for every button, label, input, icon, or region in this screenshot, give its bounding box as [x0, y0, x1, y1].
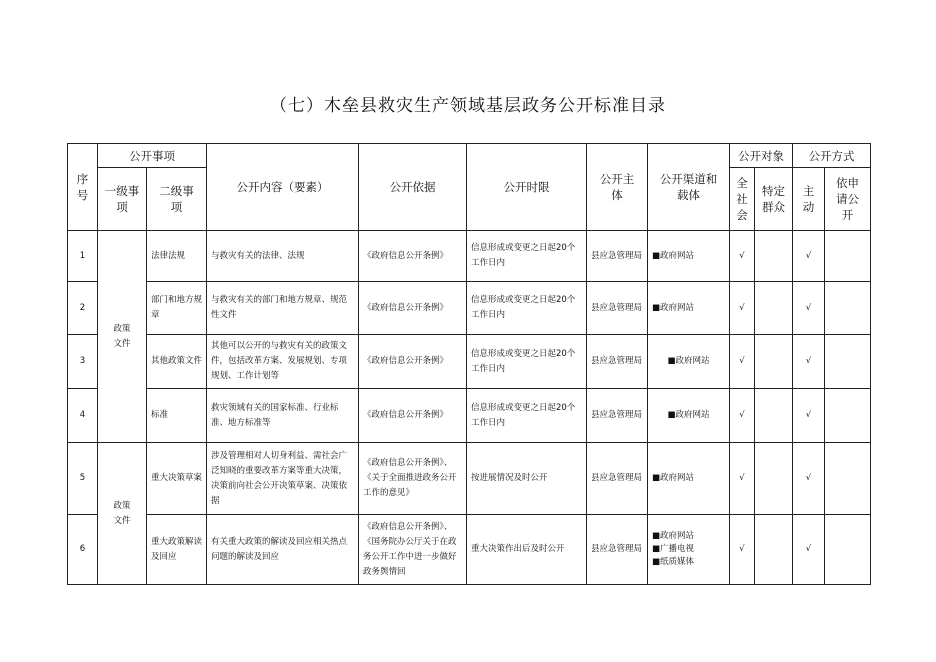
cell-active: √ [793, 443, 825, 515]
header-active: 主 动 [793, 168, 825, 231]
cell-active: √ [793, 282, 825, 335]
cell-all-society: √ [730, 231, 755, 282]
table-row [68, 231, 871, 282]
cell-subject: 县应急管理局 [587, 231, 648, 282]
cell-basis: 《政府信息公开条例》、《关于全面推进政务公开工作的意见》 [359, 443, 467, 515]
cell-channel [648, 231, 730, 282]
cell-level2: 标准 [147, 389, 207, 443]
header-basis: 公开依据 [359, 144, 467, 231]
standard-catalog-table [67, 143, 871, 585]
cell-level2: 重大政策解读及回应 [147, 515, 207, 585]
cell-basis: 《政府信息公开条例》 [359, 389, 467, 443]
header-content: 公开内容（要素） [207, 144, 359, 231]
cell-level2: 其他政策文件 [147, 335, 207, 389]
header-target: 公开对象 [730, 144, 793, 168]
cell-on-request [825, 443, 871, 515]
cell-level2: 法律法规 [147, 231, 207, 282]
cell-channel [648, 515, 730, 585]
header-all-society: 全 社 会 [730, 168, 755, 231]
cell-all-society: √ [730, 443, 755, 515]
cell-time: 信息形成或变更之日起20个工作日内 [467, 335, 587, 389]
cell-on-request [825, 389, 871, 443]
cell-seq: 1 [68, 231, 98, 282]
cell-specific-group [755, 231, 793, 282]
cell-on-request [825, 282, 871, 335]
cell-seq: 4 [68, 389, 98, 443]
channel-item: ■广播电视 [652, 544, 695, 554]
cell-specific-group [755, 389, 793, 443]
cell-all-society: √ [730, 389, 755, 443]
cell-basis: 《政府信息公开条例》、《国务院办公厅关于在政务公开工作中进一步做好政务舆情回 [359, 515, 467, 585]
channel-item: ■政府网站 [652, 473, 695, 483]
cell-channel [648, 443, 730, 515]
cell-subject: 县应急管理局 [587, 335, 648, 389]
cell-specific-group [755, 443, 793, 515]
cell-subject: 县应急管理局 [587, 515, 648, 585]
header-mode: 公开方式 [793, 144, 871, 168]
channel-item: ■政府网站 [667, 356, 710, 366]
cell-seq: 5 [68, 443, 98, 515]
table-row [68, 282, 871, 335]
cell-seq: 6 [68, 515, 98, 585]
table-row [68, 389, 871, 443]
cell-seq: 3 [68, 335, 98, 389]
header-level2: 二级事 项 [147, 168, 207, 231]
header-level1: 一级事 项 [98, 168, 147, 231]
table-row [68, 335, 871, 389]
channel-item: ■政府网站 [652, 531, 695, 541]
channel-item: ■政府网站 [652, 302, 695, 313]
cell-content: 涉及管理相对人切身利益、需社会广泛知晓的重要改革方案等重大决策，决策前向社会公开决策草案、决策依据 [207, 443, 359, 515]
table-row [68, 515, 871, 585]
header-specific-group: 特定 群众 [755, 168, 793, 231]
cell-subject: 县应急管理局 [587, 443, 648, 515]
cell-level2: 部门和地方规章 [147, 282, 207, 335]
cell-basis: 《政府信息公开条例》 [359, 282, 467, 335]
header-time: 公开时限 [467, 144, 587, 231]
cell-time: 重大决策作出后及时公开 [467, 515, 587, 585]
header-channel: 公开渠道和 载体 [648, 144, 730, 231]
cell-time: 按进展情况及时公开 [467, 443, 587, 515]
cell-channel [648, 335, 730, 389]
cell-basis: 《政府信息公开条例》 [359, 335, 467, 389]
header-seq: 序 号 [68, 144, 98, 231]
cell-seq: 2 [68, 282, 98, 335]
cell-active: √ [793, 389, 825, 443]
cell-level1-group: 政策 文件 [98, 231, 147, 443]
cell-content: 与救灾有关的法律、法规 [207, 231, 359, 282]
document-title: （七）木垒县救灾生产领域基层政务公开标准目录 [270, 96, 666, 116]
cell-content: 其他可以公开的与救灾有关的政策文件，包括改革方案、发展规划、专项规划、工作计划等 [207, 335, 359, 389]
cell-time: 信息形成或变更之日起20个工作日内 [467, 389, 587, 443]
cell-specific-group [755, 515, 793, 585]
cell-level1-group: 政策 文件 [98, 443, 147, 585]
cell-time: 信息形成或变更之日起20个工作日内 [467, 282, 587, 335]
header-items: 公开事项 [98, 144, 207, 168]
channel-item: ■纸质媒体 [652, 557, 695, 567]
cell-subject: 县应急管理局 [587, 282, 648, 335]
cell-basis: 《政府信息公开条例》 [359, 231, 467, 282]
cell-all-society: √ [730, 282, 755, 335]
cell-active: √ [793, 335, 825, 389]
cell-content: 有关重大政策的解读及回应相关热点问题的解读及回应 [207, 515, 359, 585]
cell-on-request [825, 335, 871, 389]
cell-subject: 县应急管理局 [587, 389, 648, 443]
cell-level2: 重大决策草案 [147, 443, 207, 515]
cell-time: 信息形成或变更之日起20个工作日内 [467, 231, 587, 282]
cell-active: √ [793, 231, 825, 282]
table-row [68, 443, 871, 515]
cell-on-request [825, 515, 871, 585]
cell-all-society: √ [730, 515, 755, 585]
cell-specific-group [755, 335, 793, 389]
cell-channel [648, 389, 730, 443]
channel-item: ■政府网站 [652, 250, 695, 261]
channel-item: ■政府网站 [667, 410, 710, 420]
cell-on-request [825, 231, 871, 282]
cell-channel [648, 282, 730, 335]
cell-content: 救灾领域有关的国家标准、行业标准、地方标准等 [207, 389, 359, 443]
cell-all-society: √ [730, 335, 755, 389]
cell-active: √ [793, 515, 825, 585]
header-subject: 公开主 体 [587, 144, 648, 231]
cell-content: 与救灾有关的部门和地方规章、规范性文件 [207, 282, 359, 335]
header-on-request: 依申 请公 开 [825, 168, 871, 231]
cell-specific-group [755, 282, 793, 335]
